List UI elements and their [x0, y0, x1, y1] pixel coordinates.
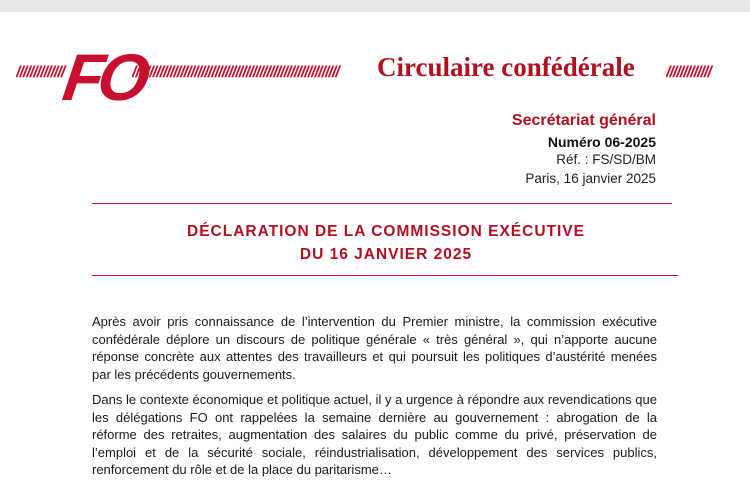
- circular-number: Numéro 06-2025: [547, 133, 656, 150]
- divider-bottom: [92, 275, 678, 276]
- decorative-slashes-right: /////////////: [666, 64, 711, 81]
- document-meta: [512, 112, 656, 188]
- circular-title: Circulaire confédérale: [377, 52, 635, 82]
- body-paragraph-1: Après avoir pris connaissance de l’intervention du Premier ministre, la commission exécutive confédérale déplore un discours de politique générale « très général », qui n’apporte aucune réponse concrète aux attentes des travailleurs et qui poursuit les politiques d’austérité menées par les précédents gouvernements.: [92, 314, 657, 382]
- decorative-slashes-middle: ////////////////////////////////////////////////////////////: [132, 64, 339, 81]
- reference: Réf. : FS/SD/BM: [556, 152, 656, 167]
- letterhead: [0, 40, 750, 114]
- place-date: Paris, 16 janvier 2025: [525, 170, 656, 186]
- document-body: [92, 313, 657, 487]
- declaration-heading: [92, 220, 680, 266]
- window-top-bar: [0, 0, 750, 12]
- declaration-line-1: DÉCLARATION DE LA COMMISSION EXÉCUTIVE: [187, 223, 585, 240]
- body-paragraph-2: Dans le contexte économique et politique actuel, il y a urgence à répondre aux revendications que les délégations FO ont rappelées la semaine dernière au gouvernement : abrogation de la réforme des retraites, augmentation des salaires du public comme du privé, préservation de l’emploi et de la sécurité sociale, réindustrialisation, développement des services publics, renforcement du rôle et de la place du paritarisme…: [92, 392, 657, 477]
- fo-logo: FO: [58, 40, 149, 114]
- declaration-line-2: DU 16 JANVIER 2025: [299, 246, 473, 263]
- divider-top: [92, 203, 672, 204]
- secretariat-label: Secrétariat général: [511, 112, 656, 129]
- decorative-slashes-left: //////////////: [16, 64, 65, 81]
